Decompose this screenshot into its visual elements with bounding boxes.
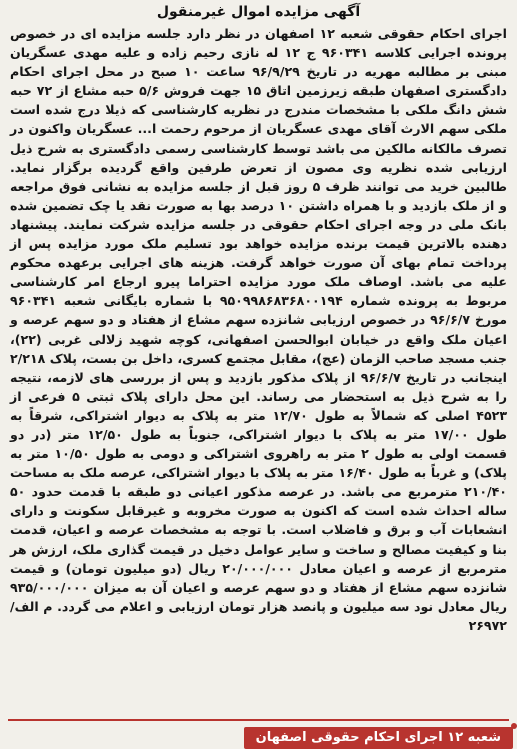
ad-title: آگهی مزایده اموال غیرمنقول bbox=[156, 4, 361, 20]
footer-label: شعبه ۱۲ اجرای احکام حقوقی اصفهان bbox=[244, 727, 513, 749]
footer bbox=[0, 711, 517, 749]
ad-body-text: اجرای احکام حقوقی شعبه ۱۲ اصفهان در نظر دارد جلسه مزایده ای در خصوص پرونده اجرایی کلاسه ۹۶۰۳۴۱ ج ۱۲ له نازی رحیم زاده و علیه مهدی عسگریان مبنی بر مطالبه مهریه در تاریخ ۹۶/۹/۲۹ ساعت ۱۰ صبح در محل اجرای احکام دادگستری اصفهان طبقه زیرزمین اتاق ۱۵ جهت فروش ۵/۶ حبه مشاع از ۷۲ حبه شش دانگ ملکی با مشخصات مندرج در نظریه کارشناسی که ذیلا درج شده است ملکی سهم الارث آقای مهدی عسگریان از مرحوم رحمت ا... عسگریان واکنون در تصرف مالکانه مالکین می باشد توسط کارشناسی رسمی دادگستری به شرح ذیل ارزیابی شده نظریه وی مصون از تعرض طرفین واقع گردیده برگزار نماید. طالبین خرید می توانند ظرف ۵ روز قبل از جلسه مزایده به نشانی فوق مراجعه و از ملک بازدید و با همراه داشتن ۱۰ درصد بها به صورت نقد یا چک تضمین شده بانک ملی در وجه اجرای احکام حقوقی در جلسه مزایده شرکت نمایند. پیشنهاد دهنده بالاترین قیمت برنده مزایده خواهد بود تسلیم ملک مورد مزایده پس از پرداخت تمام بهای آن صورت خواهد گرفت. هزینه های اجرایی برعهده محکوم علیه می باشد. اوصاف ملک مورد مزایده احتراما پیرو ارجاع امر کارشناسی مربوط به پرونده شماره ۹۵۰۹۹۸۶۸۳۶۸۰۰۱۹۴ با شماره بایگانی شعبه ۹۶۰۳۴۱ مورخ ۹۶/۶/۷ در خصوص ارزیابی شانزده سهم مشاع از هفتاد و دو سهم عرصه و اعیان ملک واقع در خیابان ابوالحسن اصفهانی، کوچه شهید زلالی غربی (۲۲)، جنب مسجد صاحب الزمان (عج)، مقابل مجتمع کسری، داخل بن بست، پلاک ۲/۲۱۸ اینجانب در تاریخ ۹۶/۶/۷ از پلاک مذکور بازدید و پس از بررسی های لازمه، نتیجه را به شرح ذیل به استحضار می رساند. این محل دارای پلاک ثبتی ۵ فرعی از ۴۵۲۳ اصلی که شمالاً به طول ۱۲/۷۰ متر به پلاک به دیوار اشتراکی، شرقاً به طول ۱۷/۰۰ متر به پلاک با دیوار اشتراکی، جنوباً به طول ۱۲/۵۰ متر (در دو قسمت اولی به طول ۲ متر به راهروی اشتراکی و دومی به طول ۱۰/۵۰ متر به پلاک) و غرباً به طول ۱۶/۴۰ متر به پلاک با دیوار اشتراکی، عرصه ملک به مساحت ۲۱۰/۴۰ مترمربع می باشد. در عرصه مذکور اعیانی دو طبقه با قدمت حدود ۵۰ ساله احداث شده است که اکنون به صورت مخروبه و غیرقابل سکونت و دارای انشعابات آب و برق و فاضلاب است. با توجه به مشخصات عرصه و اعیان، قدمت بنا و کیفیت مصالح و ساخت و سایر عوامل دخیل در قیمت گذاری ملک، ارزش هر مترمربع از عرصه و اعیان معادل ۲۰/۰۰۰/۰۰۰ ریال (دو میلیون تومان) و قیمت شانزده سهم مشاع از هفتاد و دو سهم عرصه و اعیان آن به میزان ۹۳۵/۰۰۰/۰۰۰ ریال معادل نود سه میلیون و پانصد هزار تومان ارزیابی و اعلام می گردد. م الف/ ۲۶۹۷۲ bbox=[10, 26, 508, 633]
footer-divider bbox=[8, 719, 509, 721]
